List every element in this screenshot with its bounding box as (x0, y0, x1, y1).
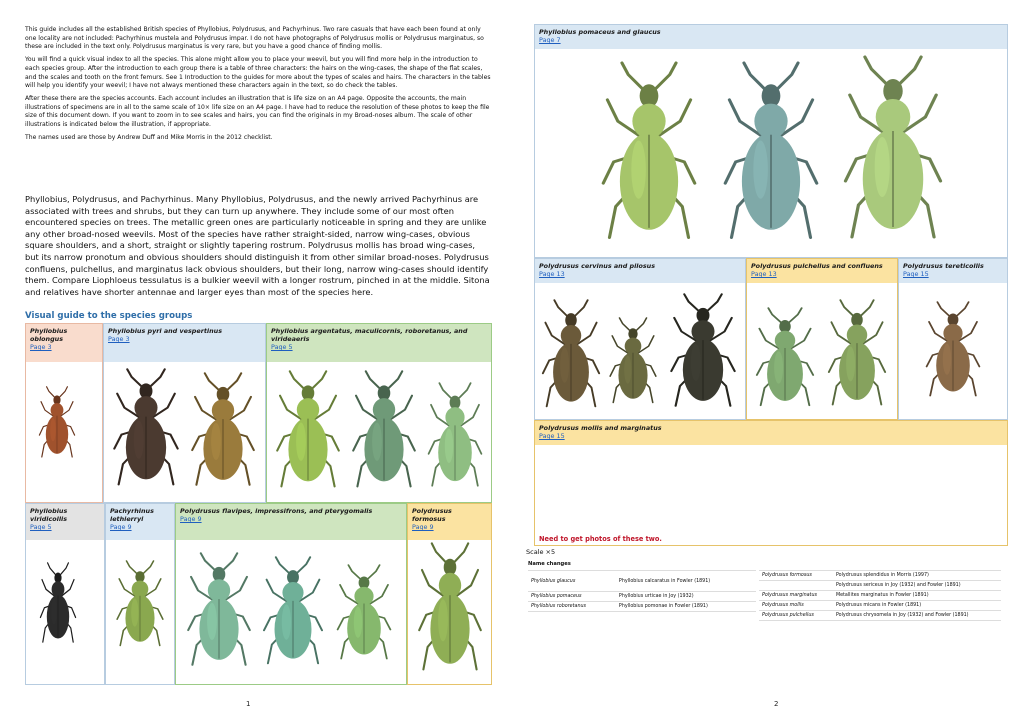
scale-label: Scale ×5 (526, 548, 556, 556)
page-link[interactable]: Page 9 (110, 523, 132, 532)
weevil-photo (38, 562, 78, 650)
group-name: Phyllobius pomaceus and glaucus (539, 28, 661, 36)
current-name: Polydrusus marginatus (759, 591, 833, 601)
intro-paragraph: The names used are those by Andrew Duff and Mike Morris in the 2012 checklist. (25, 133, 273, 141)
weevil-photo (923, 301, 983, 405)
name-changes-table-left (528, 570, 756, 612)
group-header (104, 324, 265, 362)
weevil-photo (719, 61, 823, 255)
group-pomaceus-glaucus[interactable] (534, 24, 1008, 258)
page-link[interactable]: Page 9 (412, 523, 434, 532)
group-header (535, 259, 745, 283)
group-header (899, 259, 1007, 283)
group-header (535, 25, 1007, 49)
table-row (759, 611, 1001, 621)
group-header (408, 504, 491, 540)
page-link[interactable]: Page 7 (539, 36, 561, 45)
table-row (759, 581, 1001, 591)
intro-paragraph: This guide includes all the established British species of Phyllobius, Polydrusus, and Pachyrhinus. Two rare casuals that have each been found at only one locality are not included: Pachyrhinus mustela and Polydrusus impar. I do not have photographs of Polydrusus mollis or Polydrusus marginatus, so these are included in the text only. Polydrusus marginatus is very rare, but you have a good chance of finding mollis. (25, 26, 484, 51)
current-name (759, 581, 833, 591)
group-name: Phyllobius viridicollis (30, 507, 68, 524)
page-link[interactable]: Page 3 (30, 343, 52, 352)
group-name: Polydrusus pulchellus and confluens (751, 262, 883, 270)
former-name: Metallites marginatus in Fowler (1891) (833, 591, 1001, 601)
intro-text (25, 26, 491, 146)
group-mollis-marginatus[interactable] (534, 420, 1008, 546)
page-link[interactable]: Page 15 (539, 432, 565, 441)
weevil-photo (273, 370, 343, 498)
lead-paragraph: Phyllobius, Polydrusus, and Pachyrhinus. Many Phyllobius, Polydrusus, and the newly arrived Pachyrhinus are associated with trees and shrubs, but they can turn up anywhere. They include some of our most often encountered species on trees. The metallic green ones are particularly noticeable in spring and they are unlike any other broad-nosed weevils. Most of the species have rather straight-sided, narrow wing-cases, obvious square shoulders, and a short, straight or slightly tapering rostrum. Polydrusus mollis has broad wing-cases, but its narrow pronotum and obvious shoulders should distinguish it from other similar broad-noses. Polydrusus confluens, pulchellus, and marginatus lack obvious shoulders, but their long, narrow wing-cases should identify them. Compare Liophloeus tessulatus is a bulkier weevil with a longer rostrum, pinched in at the middle. Sitona and relatives have shorter antennae and larger eyes than most of the species here. (25, 194, 490, 297)
group-name: Polydrusus formosus (412, 507, 452, 524)
page-link[interactable]: Page 13 (751, 270, 777, 279)
group-name: Pachyrhinus lethierryi (110, 507, 154, 524)
weevil-photo (425, 382, 485, 496)
group-pyri-vespertinus[interactable] (103, 323, 266, 503)
weevil-photo (349, 370, 419, 498)
group-argentatus[interactable] (266, 323, 492, 503)
page-link[interactable]: Page 9 (180, 515, 202, 524)
group-formosus[interactable] (407, 503, 492, 685)
former-name: Polydrusus chrysomela in Joy (1932) and Fowler (1891) (833, 611, 1001, 621)
weevil-photo (539, 299, 603, 417)
group-pulchellus-confluens[interactable] (746, 258, 898, 420)
group-name: Phyllobius argentatus, maculicornis, roboretanus, and virideaeris (271, 327, 468, 344)
group-name: Polydrusus tereticollis (903, 262, 984, 270)
table-row (759, 591, 1001, 601)
weevil-photo (597, 61, 701, 255)
table-row (528, 592, 756, 602)
group-header (747, 259, 897, 283)
name-changes-table-right (759, 570, 1001, 621)
former-name: Polydrusus sericeus in Joy (1932) and Fowler (1891) (833, 581, 1001, 591)
group-cervinus-pilosus[interactable] (534, 258, 746, 420)
weevil-photo (753, 307, 817, 415)
group-header (106, 504, 174, 540)
group-header (26, 504, 104, 540)
weevil-photo (110, 368, 182, 496)
table-row (759, 601, 1001, 611)
group-viridicollis[interactable] (25, 503, 105, 685)
visual-guide-title: Visual guide to the species groups (25, 311, 193, 321)
group-name: Phyllobius pyri and vespertinus (108, 327, 222, 335)
current-name: Polydrusus pulchellus (759, 611, 833, 621)
page-number: 1 (246, 700, 251, 708)
group-header (267, 324, 491, 362)
weevil-photo (114, 560, 166, 654)
current-name: Polydrusus mollis (759, 601, 833, 611)
name-changes-title: Name changes (528, 561, 571, 567)
page-link[interactable]: Page 15 (903, 270, 929, 279)
intro-paragraph: You will find a quick visual index to all the species. This alone might allow you to place your weevil, but you will find more help in the introduction to each species group. After the introduction to each group there is a table of three characters: the hairs on the wing-cases, the shape of the flat scales, and the scales and tooth on the front femurs. See 1 Introduction to the guides for more about the types of scales and hairs. The characters in the tables will help you identify your weevil; I have not always mentioned these characters again in the text, so do check the tables. (25, 56, 491, 90)
weevil-photo (667, 293, 739, 417)
table-row (528, 571, 756, 592)
missing-photos-note: Need to get photos of these two. (539, 535, 662, 543)
page-link[interactable]: Page 13 (539, 270, 565, 279)
current-name: Phyllobius roboretanus (528, 602, 616, 612)
group-header (26, 324, 102, 362)
weevil-photo (825, 299, 889, 415)
former-name: Phyllobius calcaratus in Fowler (1891) (616, 571, 756, 592)
weevil-photo (839, 55, 947, 255)
group-oblongus[interactable] (25, 323, 103, 503)
weevil-photo (607, 317, 659, 411)
former-name: Polydrusus micans in Fowler (1891) (833, 601, 1001, 611)
group-name: Phyllobius oblongus (30, 327, 68, 344)
current-name: Phyllobius pomaceus (528, 592, 616, 602)
weevil-photo (37, 386, 77, 464)
intro-paragraph: After these there are the species accounts. Each account includes an illustration that is life size on an A4 page. Opposite the accounts, the main illustrations of specimens are in all to the same scale of 10× life size on an A4 page. I have had to reduce the resolution of these photos to keep the file size of this document down. If you want to zoom in to see scales and hairs, you can find the originals in my Broad-noses album. The scale of other illustrations is indicated below the illustration, if appropriate. (25, 94, 490, 129)
weevil-photo (184, 552, 254, 676)
group-name: Polydrusus cervinus and pilosus (539, 262, 656, 270)
weevil-photo (188, 372, 258, 496)
current-name: Polydrusus formosus (759, 571, 833, 581)
table-row (528, 602, 756, 612)
page-link[interactable]: Page 5 (30, 523, 52, 532)
group-header (176, 504, 406, 540)
group-flavipes[interactable] (175, 503, 407, 685)
weevil-photo (415, 542, 485, 682)
former-name: Phyllobius urticae in Joy (1932) (616, 592, 756, 602)
page-number: 2 (774, 700, 779, 708)
weevil-photo (334, 564, 394, 668)
group-name: Polydrusus mollis and marginatus (539, 424, 662, 432)
group-name: Polydrusus flavipes, impressifrons, and pterygomalis (180, 507, 373, 515)
current-name: Phyllobius glaucus (528, 571, 616, 592)
table-row (759, 571, 1001, 581)
page-link[interactable]: Page 5 (271, 343, 293, 352)
group-tereticollis[interactable] (898, 258, 1008, 420)
group-lethierryi[interactable] (105, 503, 175, 685)
former-name: Phyllobius pomonae in Fowler (1891) (616, 602, 756, 612)
page-link[interactable]: Page 3 (108, 335, 130, 344)
former-name: Polydrusus splendidus in Morris (1997) (833, 571, 1001, 581)
group-header (535, 421, 1007, 445)
weevil-photo (260, 556, 326, 674)
